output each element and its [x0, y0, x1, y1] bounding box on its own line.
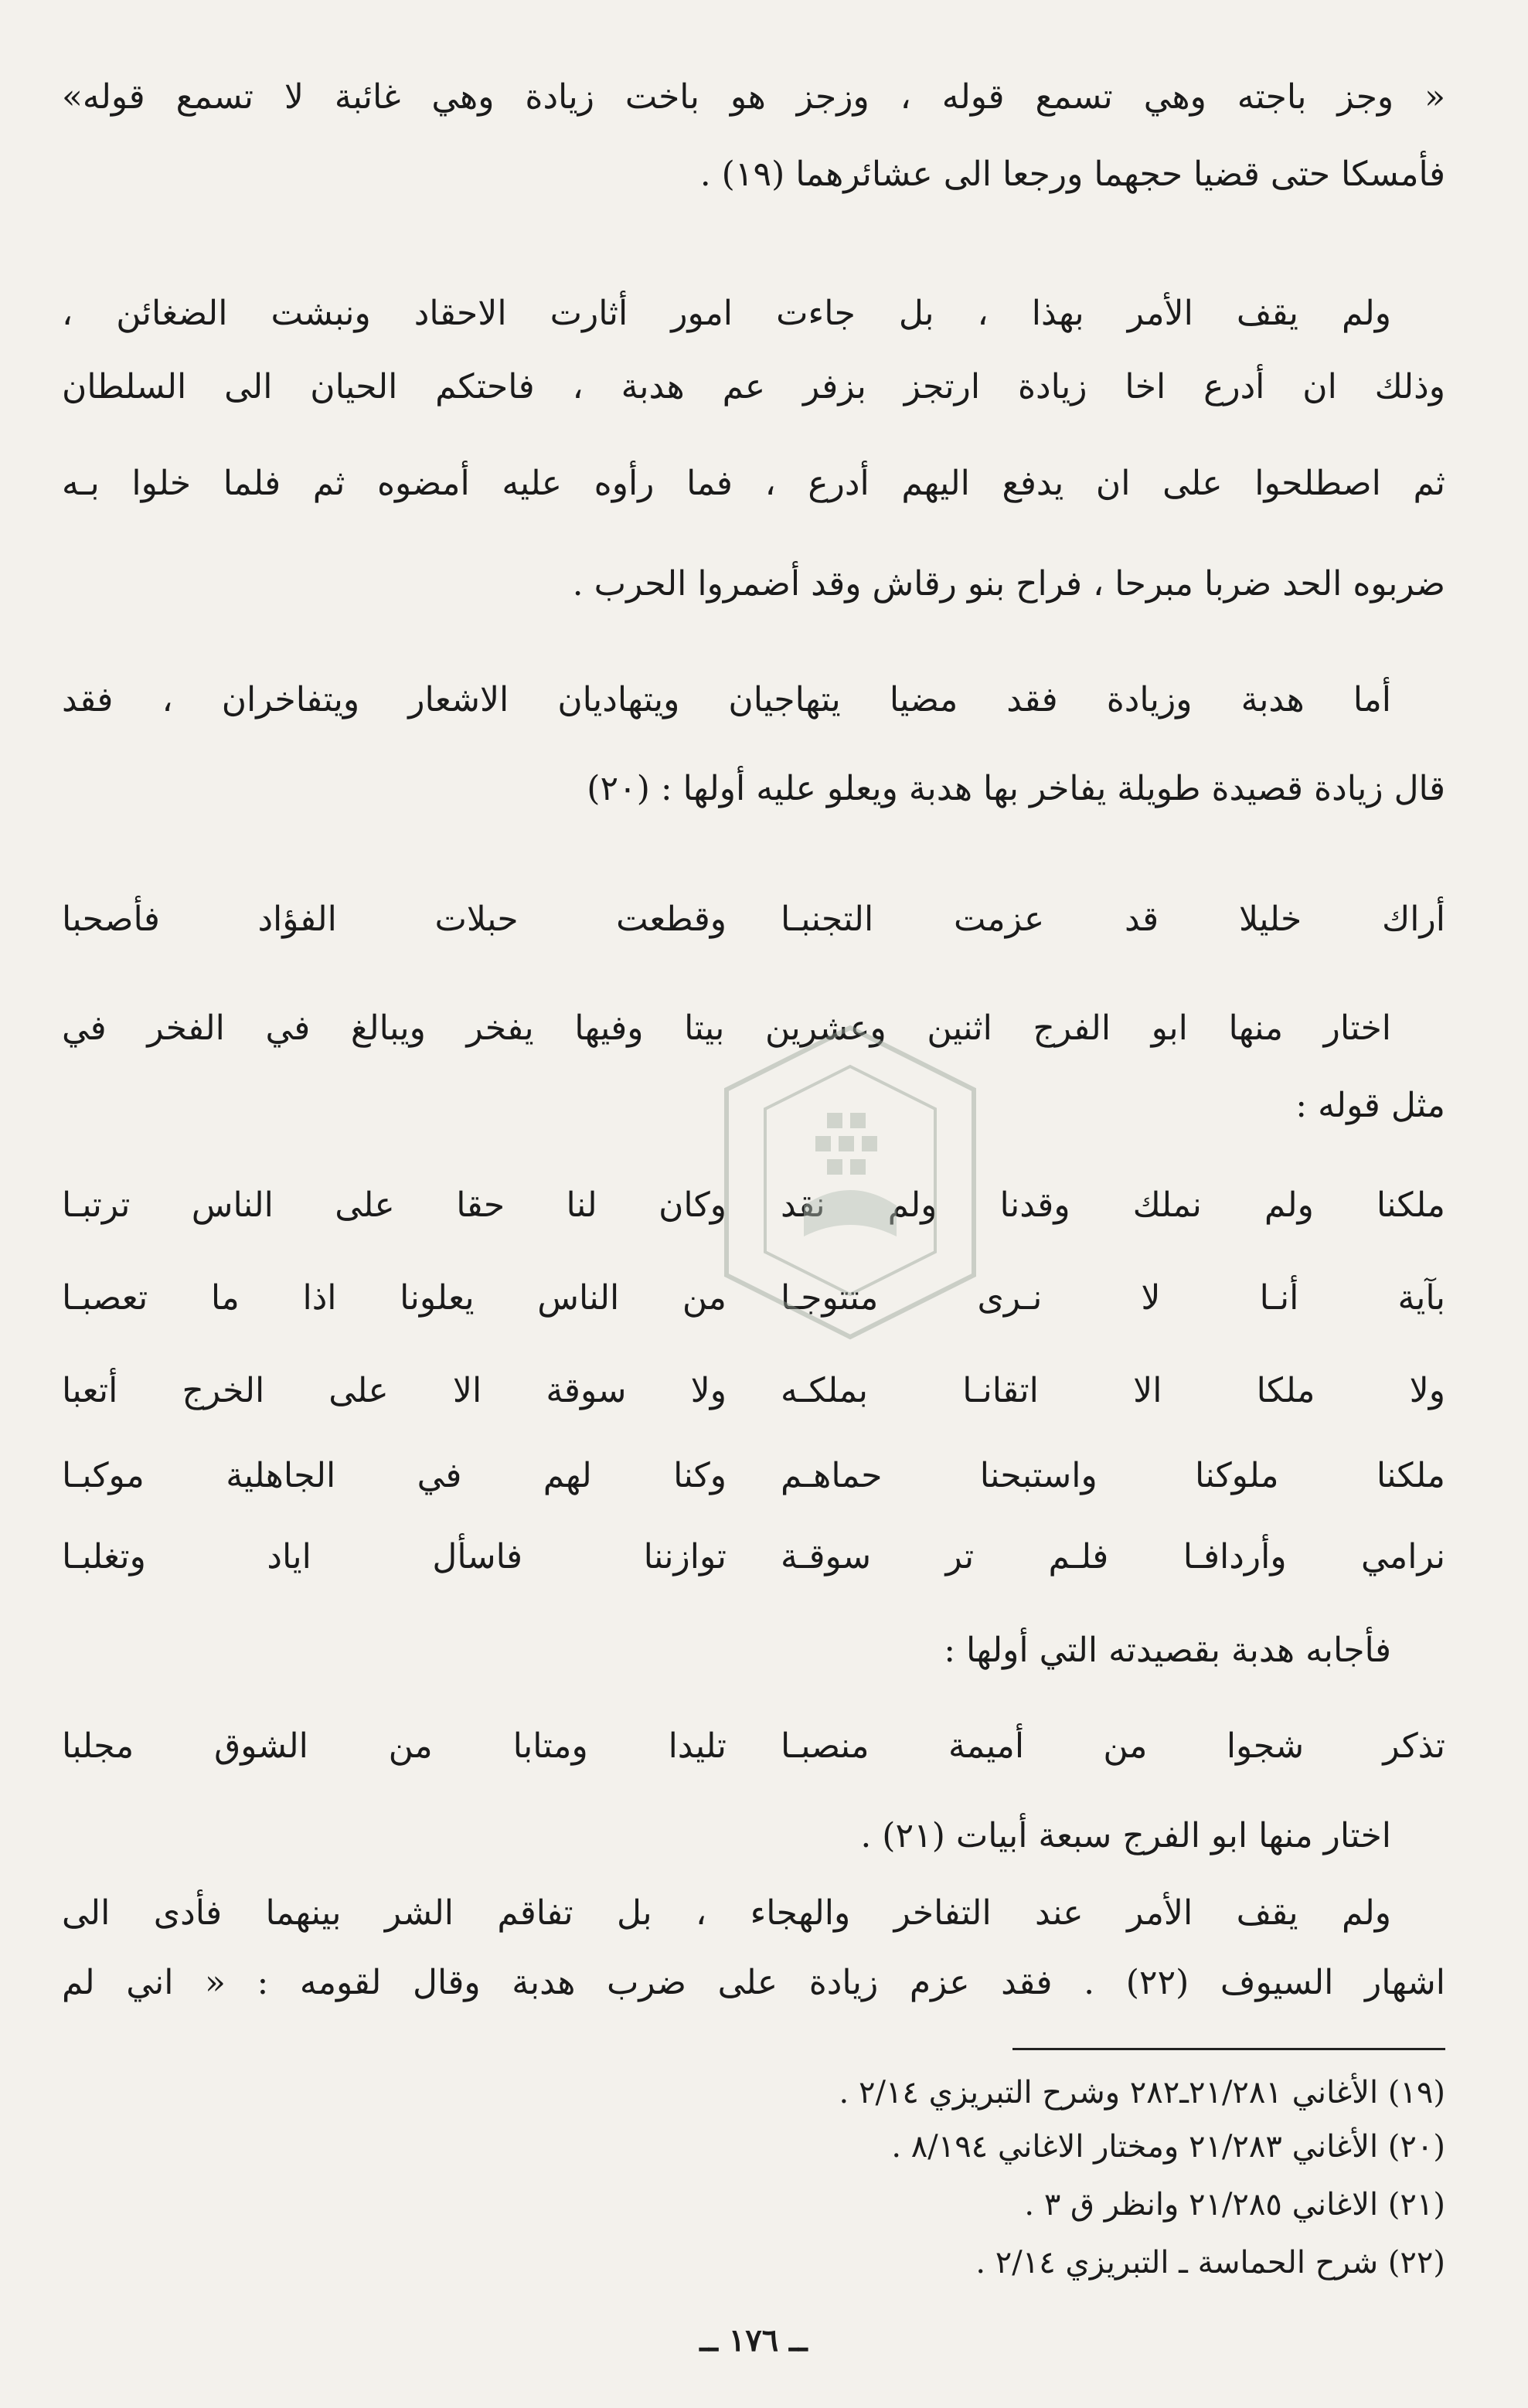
body-line: فأجابه هدبة بقصيدته التي أولها : [944, 1631, 1391, 1670]
body-line: اختار منها ابو الفرج سبعة أبيات (٢١) . [860, 1816, 1391, 1855]
verse-hemistich-left: من الناس يعلونا اذا ما تعصبـا [62, 1278, 727, 1318]
verse-hemistich-left: وكنا لهم في الجاهلية موكبـا [62, 1456, 727, 1495]
body-line: ثم اصطلحوا على ان يدفع اليهم أدرع ، فما رأوه عليه أمضوه ثم فلما خلوا بـه [62, 464, 1445, 503]
verse-line [62, 1360, 1445, 1422]
footnote-separator [1012, 2048, 1445, 2050]
footnote: (١٩) الأغاني ٢١/٢٨١ـ٢٨٢ وشرح التبريزي ٢/١٤ . [839, 2075, 1445, 2110]
verse-hemistich-right: أراك خليلا قد عزمت التجنبـا [781, 900, 1445, 939]
verse-hemistich-left: ولا سوقة الا على الخرج أتعبا [62, 1371, 727, 1410]
body-line: أما هدبة وزيادة فقد مضيا يتهاجيان ويتهاديان الاشعار ويتفاخران ، فقد [62, 680, 1391, 719]
verse-hemistich-left: وكان لنا حقا على الناس ترتبـا [62, 1185, 727, 1225]
body-line: وذلك ان أدرع اخا زيادة ارتجز بزفر عم هدبة ، فاحتكم الحيان الى السلطان [62, 367, 1445, 406]
body-line: ضربوه الحد ضربا مبرحا ، فراح بنو رقاش وقد أضمروا الحرب . [572, 564, 1445, 604]
body-line: « وجز باجته وهي تسمع قوله ، وزجز هو باخت زيادة وهي غائبة لا تسمع قوله» [62, 77, 1445, 117]
body-line: اشهار السيوف (٢٢) . فقد عزم زيادة على ضرب هدبة وقال لقومه : « اني لم [62, 1963, 1445, 2002]
body-line: قال زيادة قصيدة طويلة يفاخر بها هدبة ويعلو عليه أولها : (٢٠) [587, 769, 1445, 808]
footnote: (٢٠) الأغاني ٢١/٢٨٣ ومختار الاغاني ٨/١٩٤ . [891, 2129, 1445, 2165]
verse-line [62, 1716, 1445, 1777]
body-line: فأمسكا حتى قضيا حجهما ورجعا الى عشائرهما (١٩) . [699, 155, 1445, 194]
footnote: (٢٢) شرح الحماسة ـ التبريزي ٢/١٤ . [975, 2245, 1445, 2280]
verse-hemistich-right: تذكر شجوا من أميمة منصبـا [781, 1726, 1445, 1766]
library-watermark-icon [711, 1020, 989, 1345]
verse-line [62, 1526, 1445, 1588]
verse-hemistich-right: ولا ملكا الا اتقانـا بملكـه [781, 1371, 1445, 1410]
body-line: مثل قوله : [1295, 1086, 1445, 1125]
page-number: ــ ١٧٦ ــ [699, 2322, 808, 2359]
body-line: ولم يقف الأمر بهذا ، بل جاءت امور أثارت الاحقاد ونبشت الضغائن ، [62, 294, 1391, 333]
verse-hemistich-right: ملكنا ملوكنا واستبحنا حماهـم [781, 1456, 1445, 1495]
verse-hemistich-left: توازننا فاسأل اياد وتغلبـا [62, 1537, 727, 1576]
verse-line [62, 889, 1445, 951]
verse-hemistich-left: تليدا ومتابا من الشوق مجلبا [62, 1726, 727, 1766]
verse-hemistich-right: بآية أنـا لا نـرى متتوجـا [781, 1278, 1445, 1318]
verse-hemistich-right: ملكنا ولم نملك وقدنا ولم نقد [781, 1185, 1445, 1225]
body-line: اختار منها ابو الفرج اثنين وعشرين بيتا وفيها يفخر ويبالغ في الفخر في [62, 1008, 1391, 1048]
footnote: (٢١) الاغاني ٢١/٢٨٥ وانظر ق ٣ . [1024, 2187, 1445, 2223]
body-line: ولم يقف الأمر عند التفاخر والهجاء ، بل تفاقم الشر بينهما فأدى الى [62, 1893, 1391, 1933]
verse-hemistich-right: نرامي وأردافـا فلـم تر سوقـة [781, 1537, 1445, 1576]
verse-line [62, 1445, 1445, 1507]
verse-hemistich-left: وقطعت حبلات الفؤاد فأصحبا [62, 900, 727, 939]
